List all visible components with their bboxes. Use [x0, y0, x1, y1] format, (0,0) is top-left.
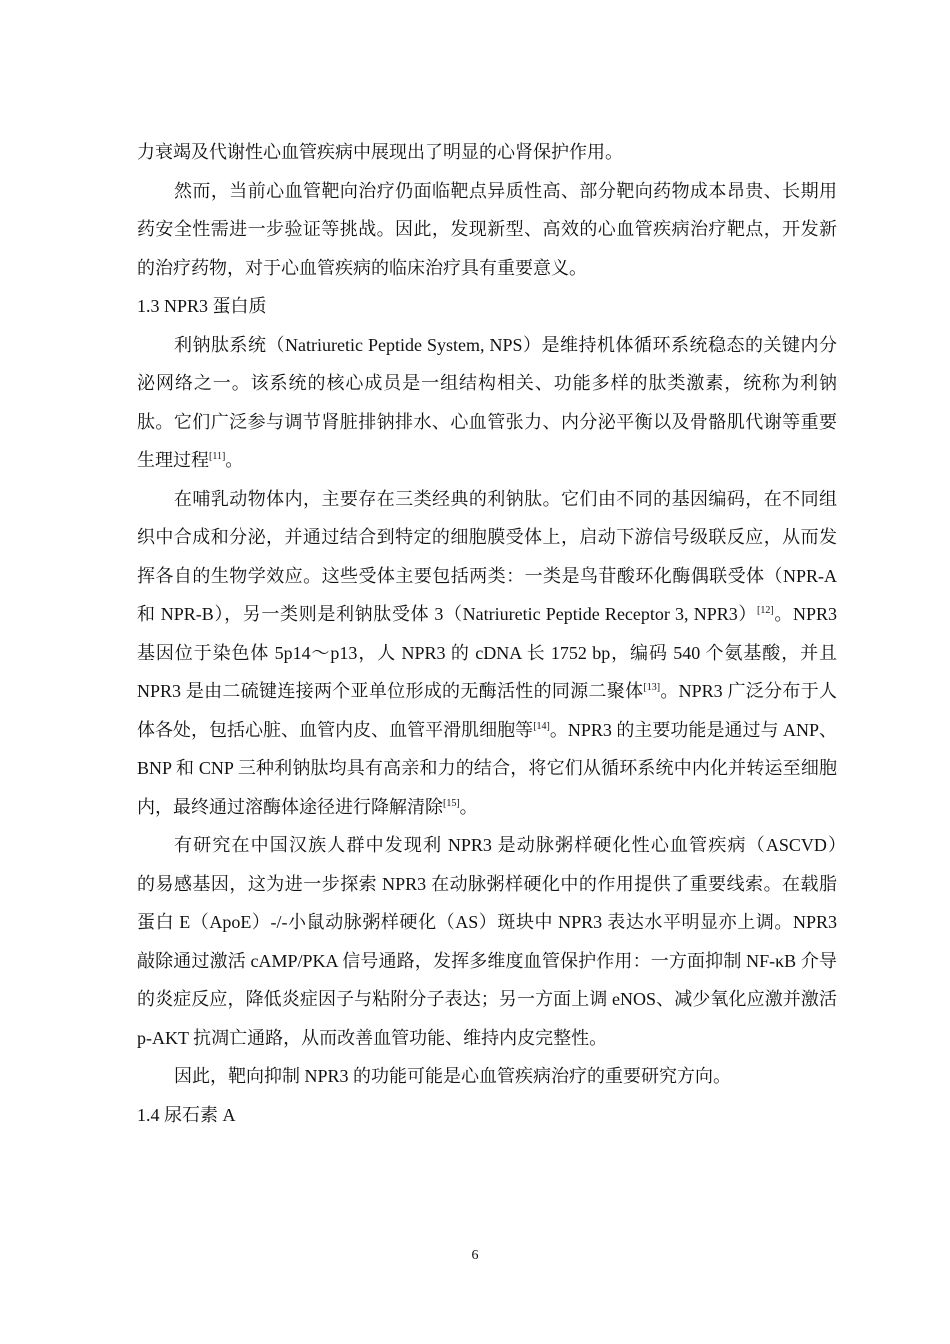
- paragraph-ascvd: 有研究在中国汉族人群中发现利 NPR3 是动脉粥样硬化性心血管疾病（ASCVD） 的易感基因，这为进一步探索 NPR3 在动脉粥样硬化中的作用提供了重要线索。在载脂蛋白 E（ApoE）-/-小鼠动脉粥样硬化（AS）斑块中 NPR3 表达水平明显亦上调。NPR3 敲除通过激活 cAMP/PKA 信号通路，发挥多维度血管保护作用：一方面抑制 NF-κB 介导的炎症反应，降低炎症因子与粘附分子表达；另一方面上调 eNOS、减少氧化应激并激活 p-AKT 抗凋亡通路，从而改善血管功能、维持内皮完整性。: [137, 835, 855, 1048]
- citation-13: [13]: [643, 682, 661, 693]
- citation-12: [12]: [757, 605, 774, 616]
- section-heading-1-4: 1.4 尿石素 A: [137, 1104, 236, 1125]
- section-heading-1-3: 1.3 NPR3 蛋白质: [137, 296, 267, 316]
- text-run: 。: [225, 450, 244, 470]
- text-run: 利钠肽系统（Natriuretic Peptide System, NPS）是维持机体循环系统稳态的关键内分泌网络之一。该系统的核心成员是一组结构相关、功能多样的肽类激素，统称为利钠肽。它们广泛参与调节肾脏排钠排水、心血管张力、内分泌平衡以及骨骼肌代谢等重要生理过程: [137, 334, 837, 470]
- text-run: 在哺乳动物体内，主要存在三类经典的利钠肽。它们由不同的基因编码，在不同组织中合成和分泌，并通过结合到特定的细胞膜受体上，启动下游信号级联反应，从而发挥各自的生物学效应。这些受体主要包括两类：一类是鸟苷酸环化酶偶联受体（NPR-A 和 NPR-B），另一类则是利钠肽受体 3（Natriuretic Peptide Receptor 3, NPR3）: [137, 488, 837, 624]
- citation-15: [15]: [443, 797, 460, 809]
- paragraph-challenges: 然而，当前心血管靶向治疗仍面临靶点异质性高、部分靶向药物成本昂贵、长期用药安全性需进一步验证等挑战。因此，发现新型、高效的心血管疾病治疗靶点，开发新的治疗药物，对于心血管疾病的临床治疗具有重要意义。: [137, 180, 837, 278]
- paragraph-natriuretic-peptides: [137, 480, 837, 827]
- paragraph-continuation: 力衰竭及代谢性心血管疾病中展现出了明显的心肾保护作用。: [137, 142, 623, 162]
- paragraph-nps: [137, 326, 837, 480]
- text-run: 。NPR3 的主要功能是通过与 ANP、BNP 和 CNP 三种利钠肽均具有高亲和力的结合，将它们从循环系统中内化并转运至细胞内，最终通过溶酶体途径进行降解清除: [137, 719, 837, 817]
- paragraph-conclusion: 因此，靶向抑制 NPR3 的功能可能是心血管疾病治疗的重要研究方向。: [174, 1066, 732, 1086]
- page-number: 6: [471, 1248, 479, 1263]
- citation-14: [14]: [533, 720, 550, 732]
- text-run: 。: [459, 796, 478, 817]
- citation-11: [11]: [209, 451, 226, 462]
- body-text: [137, 133, 855, 1134]
- text-run: 。NPR3 基因位于染色体 5p14～p13，人 NPR3 的 cDNA 长 1752 bp，编码 540 个氨基酸，并且 NPR3 是由二硫键连接两个亚单位形成的无酶活性的同源二聚体: [137, 604, 837, 701]
- text-run: 。NPR3 广泛分布于人体各处，包括心脏、血管内皮、血管平滑肌细胞等: [137, 681, 838, 740]
